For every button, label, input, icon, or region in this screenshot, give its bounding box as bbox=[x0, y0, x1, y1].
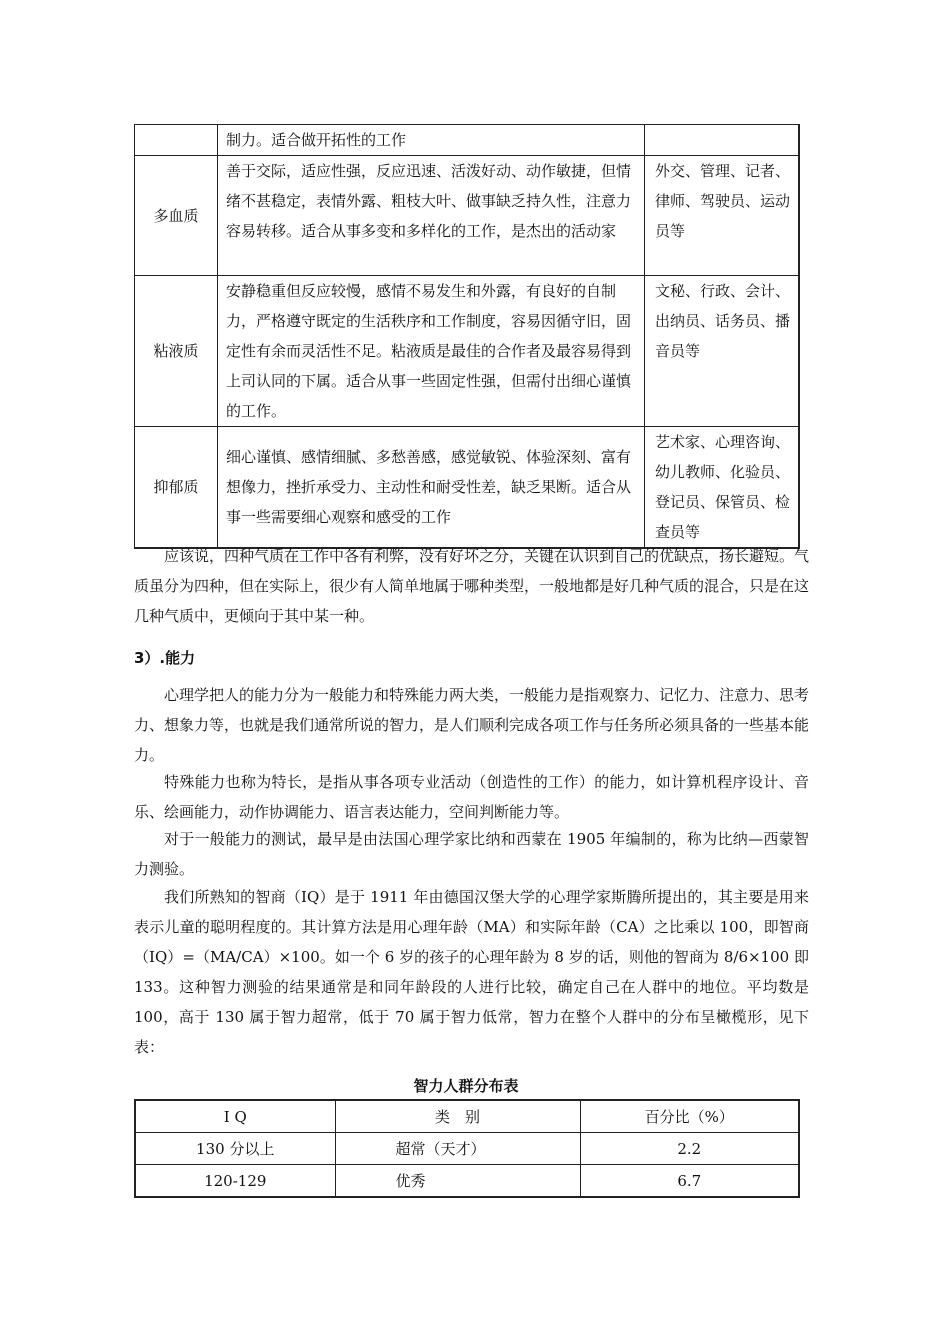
temperament-traits: 善于交际，适应性强，反应迅速、活泼好动、动作敏捷，但情绪不甚稳定，表情外露、粗枝大叶、做事缺乏持久性，注意力容易转移。适合从事多变和多样化的工作，是杰出的活动家 bbox=[218, 156, 645, 276]
iq-range: 120-129 bbox=[135, 1165, 335, 1198]
paragraph-special-ability: 特殊能力也称为特长，是指从事各项专业活动（创造性的工作）的能力，如计算机程序设计、音乐、绘画能力，动作协调能力、语言表达能力，空间判断能力等。 bbox=[134, 773, 809, 821]
temperament-traits: 安静稳重但反应较慢，感情不易发生和外露，有良好的自制力，严格遵守既定的生活秩序和工作制度，容易因循守旧，固定性有余而灵活性不足。粘液质是最佳的合作者及最容易得到上司认同的下属。适合从事一些固定性强，但需付出细心谨慎的工作。 bbox=[218, 276, 645, 427]
paragraph-general-ability: 心理学把人的能力分为一般能力和特殊能力两大类，一般能力是指观察力、记忆力、注意力、思考力、想象力等，也就是我们通常所说的智力，是人们顺利完成各项工作与任务所必须具备的一些基本能力。 bbox=[134, 686, 810, 764]
column-header-iq: I Q bbox=[135, 1100, 335, 1133]
paragraph-binet-simon: 对于一般能力的测试，最早是由法国心理学家比纳和西蒙在 1905 年编制的，称为比纳—西蒙智力测验。 bbox=[134, 830, 809, 878]
temperament-type: 多血质 bbox=[135, 156, 218, 276]
suitable-jobs: 外交、管理、记者、律师、驾驶员、运动员等 bbox=[645, 156, 799, 276]
iq-range: 130 分以上 bbox=[135, 1133, 335, 1165]
iq-table-title: 智力人群分布表 bbox=[413, 1077, 519, 1095]
iq-category: 超常（天才） bbox=[335, 1133, 580, 1165]
iq-distribution-table bbox=[134, 1099, 800, 1198]
suitable-jobs bbox=[645, 125, 799, 156]
column-header-percent: 百分比（%） bbox=[580, 1100, 799, 1133]
suitable-jobs: 艺术家、心理咨询、幼儿教师、化验员、登记员、保管员、检查员等 bbox=[645, 427, 799, 549]
paragraph-iq: 我们所熟知的智商（IQ）是于 1911 年由德国汉堡大学的心理学家斯腾所提出的，其主要是用来表示儿童的聪明程度的。其计算方法是用心理年龄（MA）和实际年龄（CA）之比乘以 100，即智商（IQ）=（MA/CA）×100。如一个 6 岁的孩子的心理年龄为 8 岁的话，则他的智商为 8/6×100 即 133。这种智力测验的结果通常是和同年龄段的人进行比较，确定自己在人群中的地位。平均数是 100，高于 130 属于智力超常，低于 70 属于智力低常，智力在整个人群中的分布呈橄榄形，见下表： bbox=[134, 888, 809, 1056]
table-row bbox=[135, 427, 799, 549]
temperament-traits: 制力。适合做开拓性的工作 bbox=[218, 125, 645, 156]
temperament-type: 抑郁质 bbox=[135, 427, 218, 549]
table-row bbox=[135, 1165, 799, 1198]
section-heading-ability: 3）.能力 bbox=[134, 649, 196, 667]
iq-percent: 6.7 bbox=[580, 1165, 799, 1198]
paragraph-temperament-summary: 应该说，四种气质在工作中各有利弊，没有好坏之分，关键在认识到自己的优缺点，扬长避短。气质虽分为四种，但在实际上，很少有人简单地属于哪种类型，一般地都是好几种气质的混合，只是在这几种气质中，更倾向于其中某一种。 bbox=[134, 547, 810, 625]
table-row bbox=[135, 1133, 799, 1165]
table-row bbox=[135, 125, 799, 156]
table-header-row bbox=[135, 1100, 799, 1133]
table-row bbox=[135, 156, 799, 276]
temperament-type: 粘液质 bbox=[135, 276, 218, 427]
iq-category: 优秀 bbox=[335, 1165, 580, 1198]
table-row bbox=[135, 276, 799, 427]
temperament-table bbox=[134, 124, 800, 549]
temperament-traits: 细心谨慎、感情细腻、多愁善感，感觉敏锐、体验深刻、富有想像力，挫折承受力、主动性和耐受性差，缺乏果断。适合从事一些需要细心观察和感受的工作 bbox=[218, 427, 645, 549]
temperament-type bbox=[135, 125, 218, 156]
iq-percent: 2.2 bbox=[580, 1133, 799, 1165]
suitable-jobs: 文秘、行政、会计、出纳员、话务员、播音员等 bbox=[645, 276, 799, 427]
column-header-category: 类 别 bbox=[335, 1100, 580, 1133]
